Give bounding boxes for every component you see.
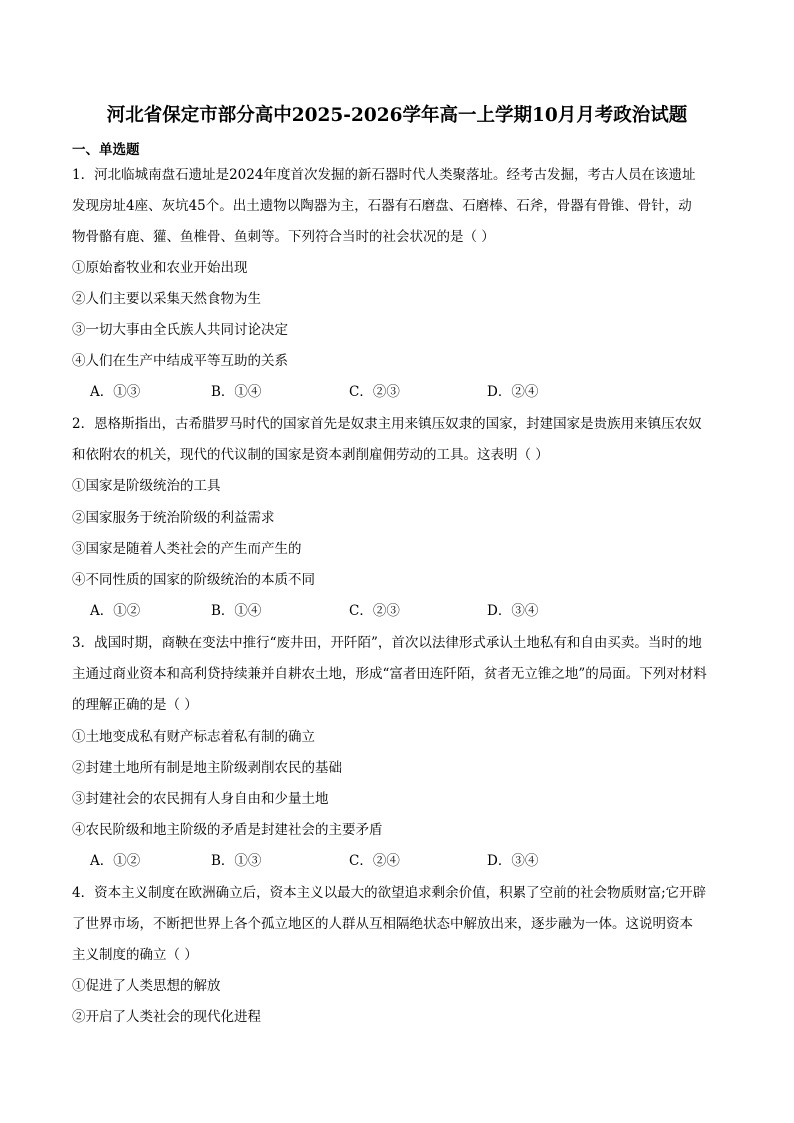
choice-d: D．③④ [487,853,539,869]
question-4-stem-line-3: 主义制度的确立（ ） [72,947,198,963]
question-2-stem-line-1: 2．恩格斯指出，古希腊罗马时代的国家首先是奴隶主用来镇压奴隶的国家，封建国家是贵族用来镇压农奴 [72,416,702,432]
question-3-stem-line-1: 3．战国时期，商鞅在变法中推行“废井田，开阡陌”，首次以法律形式承认土地私有和自由买卖。当时的地 [72,635,702,651]
question-4-stem-line-1: 4．资本主义制度在欧洲确立后，资本主义以最大的欲望追求剩余价值，积累了空前的社会物质财富;它开辟 [72,885,707,901]
question-3-stem-line-3: 的理解正确的是（ ） [72,697,198,713]
choice-a: A．①③ [90,384,141,400]
question-3-stem-line-2: 主通过商业资本和高利贷持续兼并自耕农土地，形成“富者田连阡陌，贫者无立锥之地”的局面。下列对材料 [72,666,707,682]
question-3-statement-2: ②封建土地所有制是地主阶级剥削农民的基础 [72,760,342,776]
choice-c: C．②③ [349,603,400,619]
choice-b: B．①④ [211,603,262,619]
choice-c: C．②④ [349,853,400,869]
question-1-stem-line-3: 物骨骼有鹿、獾、鱼椎骨、鱼刺等。下列符合当时的社会状况的是（ ） [72,229,495,245]
choice-d: D．②④ [487,384,539,400]
question-2-statement-3: ③国家是随着人类社会的产生而产生的 [72,541,302,557]
question-3-statement-1: ①土地变成私有财产标志着私有制的确立 [72,729,315,745]
question-2-statement-4: ④不同性质的国家的阶级统治的本质不同 [72,572,315,588]
question-4-statement-1: ①促进了人类思想的解放 [72,978,221,994]
question-1-statement-1: ①原始畜牧业和农业开始出现 [72,260,248,276]
page-title: 河北省保定市部分高中2025-2026学年高一上学期10月月考政治试题 [106,105,688,126]
choice-c: C．②③ [349,384,400,400]
question-3-statement-3: ③封建社会的农民拥有人身自由和少量土地 [72,791,329,807]
question-1-statement-4: ④人们在生产中结成平等互助的关系 [72,353,288,369]
section-heading: 一、单选题 [72,142,140,158]
question-2-statement-2: ②国家服务于统治阶级的利益需求 [72,510,275,526]
question-2-statement-1: ①国家是阶级统治的工具 [72,478,221,494]
choice-b: B．①④ [211,384,262,400]
choice-b: B．①③ [211,853,262,869]
question-1-statement-2: ②人们主要以采集天然食物为生 [72,291,261,307]
choice-a: A．①② [90,603,141,619]
question-2-stem-line-2: 和依附农的机关，现代的代议制的国家是资本剥削雇佣劳动的工具。这表明（ ） [72,447,549,463]
question-4-stem-line-2: 了世界市场，不断把世界上各个孤立地区的人群从互相隔绝状态中解放出来，逐步融为一体。这说明资本 [72,916,693,932]
question-1-stem-line-1: 1．河北临城南盘石遗址是2024年度首次发掘的新石器时代人类聚落址。经考古发掘，考古人员在该遗址 [72,167,696,183]
question-4-statement-2: ②开启了人类社会的现代化进程 [72,1009,261,1025]
question-1-stem-line-2: 发现房址4座、灰坑45个。出土遗物以陶器为主，石器有石磨盘、石磨棒、石斧，骨器有骨锥、骨针，动 [72,198,692,214]
choice-a: A．①② [90,853,141,869]
choice-d: D．③④ [487,603,539,619]
question-1-statement-3: ③一切大事由全氏族人共同讨论决定 [72,322,288,338]
question-3-statement-4: ④农民阶级和地主阶级的矛盾是封建社会的主要矛盾 [72,822,383,838]
